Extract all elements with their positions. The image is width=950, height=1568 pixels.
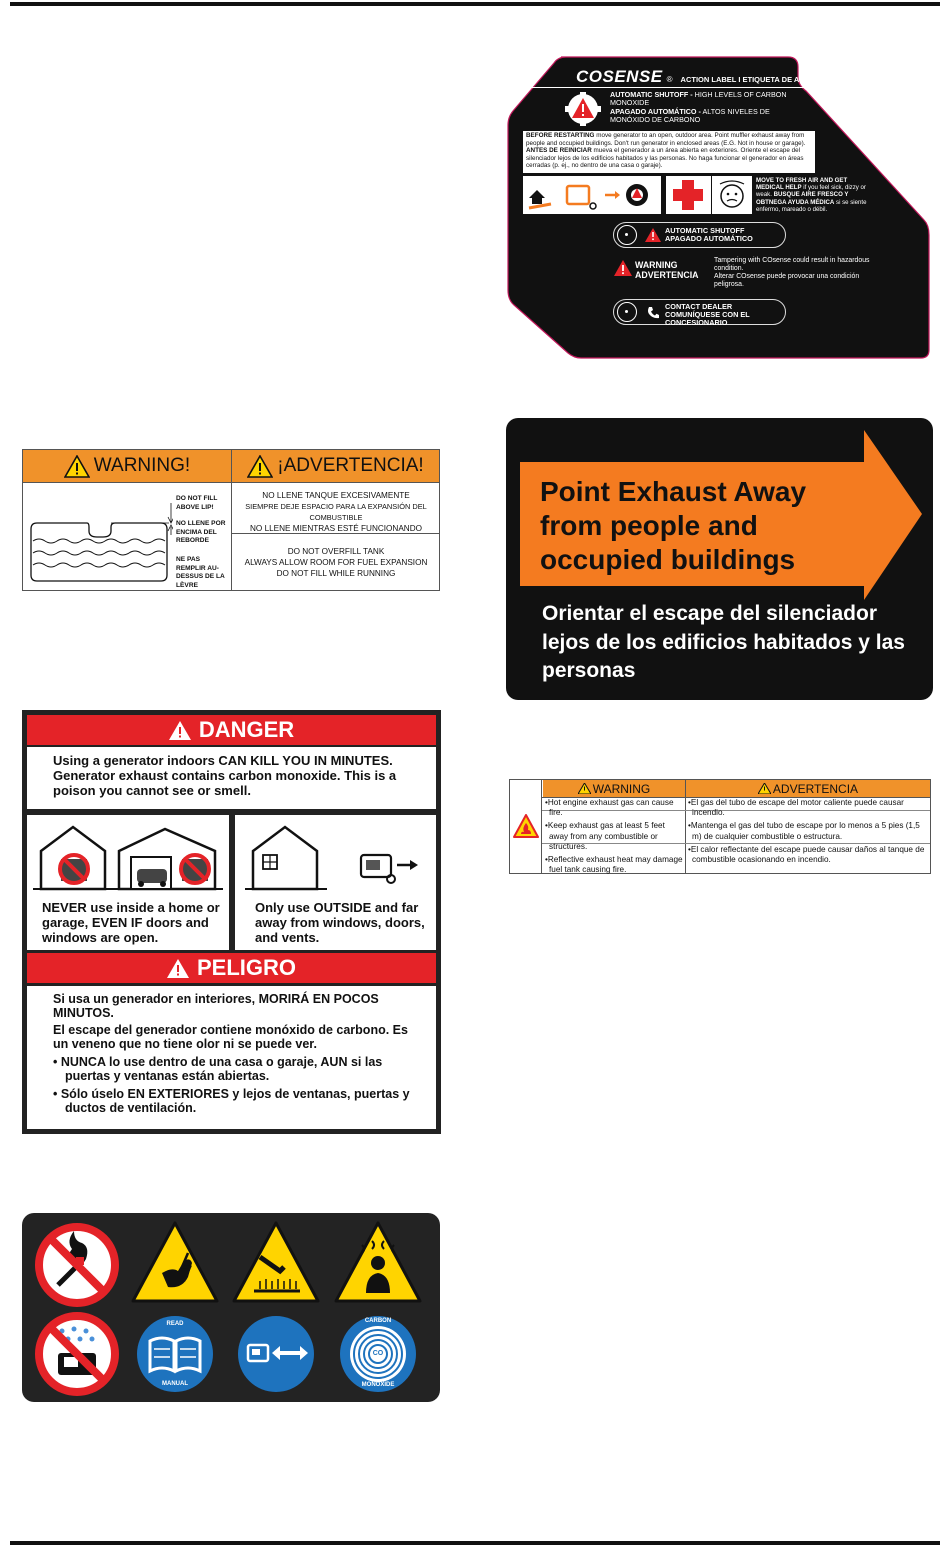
hot-es-item: •El calor reflectante del escape puede causar daños al tanque de combustible ocasionando en incendio.: [688, 844, 925, 865]
safety-pictogram-panel: [22, 1213, 440, 1402]
hot-en-item: •Reflective exhaust heat may damage fuel tank causing fire.: [545, 855, 683, 875]
fuel-en-line1: DO NOT OVERFILL TANK: [287, 547, 385, 556]
fuel-es-line3: NO LLENE MIENTRAS ESTÉ FUNCIONANDO: [250, 524, 422, 533]
hot-english-column: [545, 798, 683, 878]
shutoff-en-bold: AUTOMATIC SHUTOFF -: [610, 90, 693, 99]
cosense-title: ACTION LABEL I ETIQUETA DE ACCIÓN: [680, 75, 824, 84]
carbon-label: CARBON: [364, 1318, 392, 1324]
peligro-title: PELIGRO: [196, 955, 296, 980]
hot-header-en: WARNING: [592, 781, 651, 796]
cosense-warning-heading: [635, 260, 699, 280]
warning-triangle-icon: [614, 260, 632, 276]
peligro-band: [27, 953, 436, 983]
fuel-header-en: WARNING!: [93, 455, 191, 476]
move-bold: MOVE TO FRESH AIR AND GET MEDICAL HELP: [756, 177, 848, 192]
pill1-line2: APAGADO AUTOMÁTICO: [665, 234, 753, 244]
contact-dealer-indicator: [613, 299, 786, 328]
cosense-action-label: [506, 55, 931, 360]
peligro-spanish-text: [27, 986, 436, 1129]
cosense-restart-text: [523, 131, 815, 173]
cosense-medical-text: [756, 177, 876, 213]
fuel-en-line3: DO NOT FILL WHILE RUNNING: [276, 569, 396, 578]
restart-bold-en: BEFORE RESTARTING: [526, 132, 595, 139]
only-outside-text: Only use OUTSIDE and far away from windows, doors, and vents.: [255, 900, 425, 945]
warning-triangle-icon: [169, 721, 191, 740]
restart-bold-es: ANTES DE REINICIAR: [526, 147, 592, 155]
never-indoors-panel: [27, 815, 229, 950]
indicator-light-icon: [617, 225, 637, 245]
hot-exhaust-icon-cell: [510, 780, 542, 873]
hot-exhaust-warning-label: [509, 779, 931, 874]
pictogram-set: [22, 1213, 440, 1402]
cosense-divider: [524, 87, 920, 88]
danger-title: DANGER: [198, 717, 295, 742]
hot-es-item: •Mantenga el gas del tubo de escape por lo menos a 5 pies (1,5 m) de cualquier combustible o estructura.: [688, 821, 920, 841]
bottom-rule: [10, 1541, 940, 1545]
warning-triangle-icon: [64, 455, 90, 478]
exhaust-spanish-text: Orientar el escape del silenciador lejos de los edificios habitados y las personas: [542, 602, 905, 682]
exhaust-english-text: Point Exhaust Away from people and occupied buildings: [540, 476, 807, 575]
indicator-light-icon: [617, 302, 637, 322]
fire-hazard-icon: [513, 814, 539, 838]
do-not-fill-text: DO NOT FILL ABOVE LIP!: [176, 495, 218, 511]
cosense-logo: COSENSE: [576, 67, 663, 86]
cosense-shutoff-text: [610, 91, 810, 125]
relocate-generator-icon: [523, 176, 661, 214]
hot-surface-icon: [234, 1223, 318, 1301]
danger-band: [27, 715, 436, 745]
warning-triangle-icon: [247, 455, 273, 478]
pill2-line2: COMUNÍQUESE CON EL CONCESIONARIO: [665, 310, 750, 328]
fuel-warning-header-es: [232, 450, 439, 482]
restart-es: mueva el generador a un área abierta en exteriores. Oriente el escape del silenciador lejos de los edificios habitados y las personas. No haga funcionar el generador en áreas cerradas (p. ej., no dentro de una casa o garaje).: [526, 147, 804, 170]
manual-label: MANUAL: [162, 1381, 188, 1387]
cosense-logo-mark: ®: [666, 75, 673, 84]
fuel-column-divider: [231, 450, 232, 590]
co-label: CO: [372, 1350, 384, 1357]
no-llene-text: NO LLENE POR ENCIMA DEL REBORDE: [176, 520, 226, 544]
fuel-spanish-instructions: [233, 490, 439, 534]
cosense-relocate-pictogram: [523, 176, 661, 214]
warning-triangle-icon: [758, 783, 771, 794]
fuel-header-es: ¡ADVERTENCIA!: [277, 455, 424, 476]
top-rule: [10, 2, 940, 6]
danger-english-text: [27, 747, 436, 809]
move-en: if you feel sick, dizzy or weak.: [756, 184, 866, 199]
outdoor-generator-icon: [235, 819, 436, 899]
phone-icon: [647, 306, 659, 319]
pill1-line1: AUTOMATIC SHUTOFF: [665, 226, 745, 235]
hot-en-item: •Hot engine exhaust gas can cause fire.: [545, 798, 674, 818]
fuel-tank-diagram: [23, 483, 173, 590]
outside-only-panel: [235, 815, 436, 950]
danger-text-2: Generator exhaust contains carbon monoxide. This is a poison you cannot see or smell.: [53, 768, 397, 798]
hot-header-es: ADVERTENCIA: [772, 781, 859, 796]
peligro-p3: • NUNCA lo use dentro de una casa o garaje, AUN si las puertas y ventanas están abiertas.: [53, 1055, 383, 1083]
move-es: si se siente enfermo, mareado o débil.: [756, 198, 867, 213]
keep-distance-icon: [238, 1316, 314, 1392]
warning-triangle-icon: [645, 228, 661, 242]
hot-es-item: •El gas del tubo de escape del motor caliente puede causar incendio.: [688, 798, 904, 818]
peligro-p4: • Sólo úselo EN EXTERIORES y lejos de ventanas, puertas y ductos de ventilación.: [53, 1087, 410, 1115]
peligro-p1: Si usa un generador en interiores, MORIRÁ EN POCOS MINUTOS.: [53, 992, 379, 1020]
shutoff-en: HIGH LEVELS OF CARBON MONOXIDE: [610, 90, 787, 108]
hot-spanish-column: [688, 798, 930, 868]
warning-triangle-icon: [167, 959, 189, 978]
fuel-es-line1: NO LLENE TANQUE EXCESIVAMENTE: [262, 491, 410, 500]
peligro-p2: El escape del generador contiene monóxido de carbono. Es un veneno que no tiene olor ni se puede ver.: [53, 1023, 408, 1051]
no-rain-icon: [39, 1316, 115, 1392]
warning-es: ADVERTENCIA: [635, 270, 699, 280]
warning-triangle-icon: [578, 783, 591, 794]
electric-shock-icon: [133, 1223, 217, 1301]
shutoff-es: ALTOS NIVELES DE MONÓXIDO DE CARBONO: [610, 106, 770, 125]
toxic-fumes-icon: [336, 1223, 420, 1301]
fuel-overfill-warning-label: [22, 449, 440, 591]
carbon-monoxide-danger-label: [22, 710, 441, 1134]
monoxide-label: MONOXIDE: [361, 1382, 395, 1388]
fuel-row-divider: [231, 533, 440, 534]
pill2-line1: CONTACT DEALER: [665, 302, 733, 311]
never-text: NEVER use inside a home or garage, EVEN IF doors and windows are open.: [42, 900, 220, 945]
tamper-en: Tampering with COsense could result in hazardous condition.: [714, 257, 870, 272]
hot-warning-header-es: [686, 780, 930, 797]
house-garage-prohibited-icon: [27, 819, 229, 899]
fuel-es-line2: SIEMPRE DEJE ESPACIO PARA LA EXPANSIÓN DEL COMBUSTIBLE: [245, 502, 427, 522]
hot-en-item: •Keep exhaust gas at least 5 feet away from any combustible or structures.: [545, 821, 665, 851]
fuel-warning-header-en: [23, 450, 231, 482]
ne-pas-remplir-text: NE PAS REMPLIR AU-DESSUS DE LA LÈVRE: [176, 556, 225, 589]
restart-en: move generator to an open, outdoor area. Point muffler exhaust away from people and occupied buildings. Don't run generator in enclosed areas (E.G. Not in house or garage).: [526, 132, 806, 147]
no-fire-icon: [39, 1227, 115, 1303]
move-bold-es: BUSQUE AIRE FRESCO Y OBTNEGA AYUDA MÉDICA: [756, 191, 849, 206]
tamper-es: Alterar COsense puede provocar una condición peligrosa.: [714, 273, 860, 288]
hot-column-divider: [685, 780, 686, 873]
danger-text-1: Using a generator indoors CAN KILL YOU IN MINUTES.: [53, 753, 393, 768]
warning-en: WARNING: [635, 260, 678, 270]
shutoff-es-bold: APAGADO AUTOMÁTICO -: [610, 106, 701, 116]
gear-warning-icon: [561, 92, 605, 126]
point-exhaust-away-label: [506, 418, 933, 700]
fuel-english-instructions: [233, 546, 439, 579]
automatic-shutoff-indicator: [613, 222, 786, 248]
read-label: READ: [166, 1321, 184, 1327]
cosense-tamper-text: [714, 257, 884, 289]
hot-warning-header-en: [543, 780, 685, 797]
fuel-en-line2: ALWAYS ALLOW ROOM FOR FUEL EXPANSION: [244, 558, 428, 567]
cosense-header: [576, 67, 823, 87]
